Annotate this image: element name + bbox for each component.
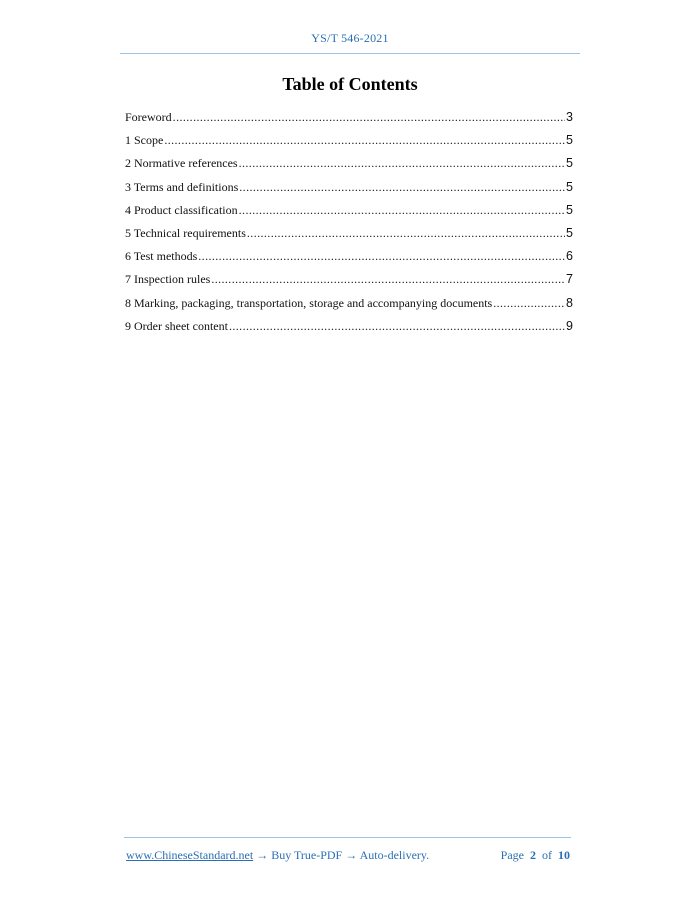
toc-entry-page: 9 [566, 318, 573, 333]
toc-entry-label: Foreword [125, 110, 172, 124]
toc-entry-label: 4 Product classification [125, 202, 238, 217]
toc-entry-label: 1 Scope [125, 133, 164, 148]
toc-dot-leader [493, 296, 565, 311]
toc-entry-label: 3 Terms and definitions [125, 179, 239, 194]
toc-entry-marking-packaging[interactable] [125, 296, 573, 319]
footer-promo [126, 848, 429, 863]
arrow-right-icon: → [345, 848, 358, 862]
toc-dot-leader [229, 319, 565, 334]
toc-entry-page: 5 [566, 179, 573, 194]
toc-entry-label: 6 Test methods [125, 249, 198, 264]
toc-entry-order-sheet-content[interactable] [125, 319, 573, 342]
toc-entry-label: 9 Order sheet content [125, 318, 228, 333]
toc-entry-normative-references[interactable] [125, 156, 573, 179]
toc-dot-leader [198, 249, 565, 264]
buy-pdf-text: Buy True-PDF [271, 848, 343, 862]
toc-dot-leader [239, 180, 565, 195]
toc-entry-page: 5 [566, 156, 573, 171]
site-link[interactable]: www.ChineseStandard.net [126, 848, 254, 862]
toc-entry-page: 8 [566, 295, 573, 310]
toc-list [125, 110, 573, 342]
toc-entry-inspection-rules[interactable] [125, 272, 573, 295]
toc-entry-page: 5 [566, 202, 573, 217]
toc-dot-leader [247, 226, 565, 241]
toc-entry-product-classification[interactable] [125, 203, 573, 226]
toc-title: Table of Contents [282, 74, 418, 94]
auto-delivery-text: Auto-delivery. [359, 848, 430, 862]
page-word: Page [500, 848, 524, 862]
toc-entry-page: 6 [566, 249, 573, 264]
toc-dot-leader [239, 156, 565, 171]
toc-entry-page: 7 [566, 272, 573, 287]
footer-divider [124, 837, 571, 838]
toc-dot-leader [173, 110, 565, 125]
of-word: of [542, 848, 552, 862]
toc-entry-label: 7 Inspection rules [125, 272, 211, 287]
toc-entry-page: 5 [566, 133, 573, 148]
toc-entry-terms-definitions[interactable] [125, 180, 573, 203]
toc-entry-scope[interactable] [125, 133, 573, 156]
toc-entry-test-methods[interactable] [125, 249, 573, 272]
toc-dot-leader [164, 133, 565, 148]
toc-entry-label: 5 Technical requirements [125, 225, 246, 240]
toc-entry-label: 2 Normative references [125, 156, 238, 171]
toc-dot-leader [239, 203, 565, 218]
toc-dot-leader [211, 272, 565, 287]
toc-entry-foreword[interactable] [125, 110, 573, 133]
total-pages-number: 10 [558, 848, 570, 862]
page-indicator [501, 848, 573, 863]
page-footer [126, 848, 573, 864]
arrow-right-icon: → [256, 848, 269, 862]
toc-entry-page: 5 [566, 225, 573, 240]
toc-entry-label: 8 Marking, packaging, transportation, storage and accompanying documents [125, 295, 493, 310]
toc-entry-technical-requirements[interactable] [125, 226, 573, 249]
document-code: YS/T 546-2021 [311, 31, 389, 45]
header-divider [120, 53, 580, 54]
toc-entry-page: 3 [566, 110, 573, 124]
current-page-number: 2 [530, 848, 536, 862]
